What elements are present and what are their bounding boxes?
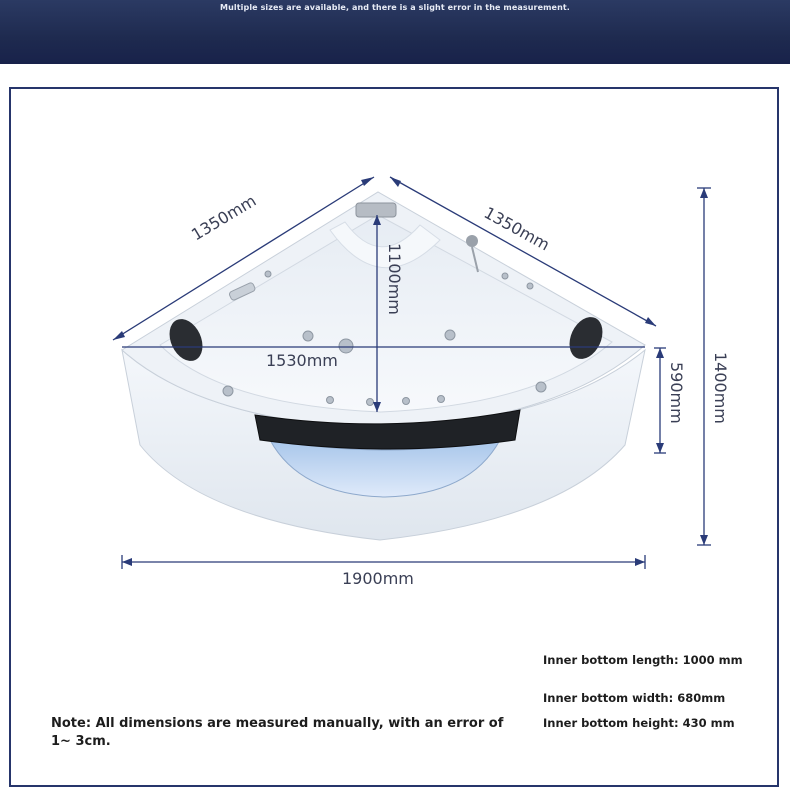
spec-inner-height: Inner bottom height: 430 mm [543, 716, 735, 730]
banner-text: Multiple sizes are available, and there is a slight error in the measurement. [220, 3, 570, 12]
faucet [356, 203, 396, 217]
spec-inner-length: Inner bottom length: 1000 mm [543, 653, 743, 667]
label-total-height: 1400mm [711, 352, 730, 424]
label-total-width: 1900mm [342, 569, 414, 588]
label-right-edge: 1350mm [480, 203, 553, 255]
measurement-note: Note: All dimensions are measured manually, with an error of 1~ 3cm. [51, 716, 504, 749]
spec-inner-width: Inner bottom width: 680mm [543, 691, 726, 705]
shower-head [466, 235, 478, 247]
label-front-height: 590mm [667, 362, 686, 424]
label-inner-width: 1530mm [266, 351, 338, 370]
label-left-edge: 1350mm [188, 190, 260, 245]
label-depth: 1100mm [385, 243, 404, 315]
